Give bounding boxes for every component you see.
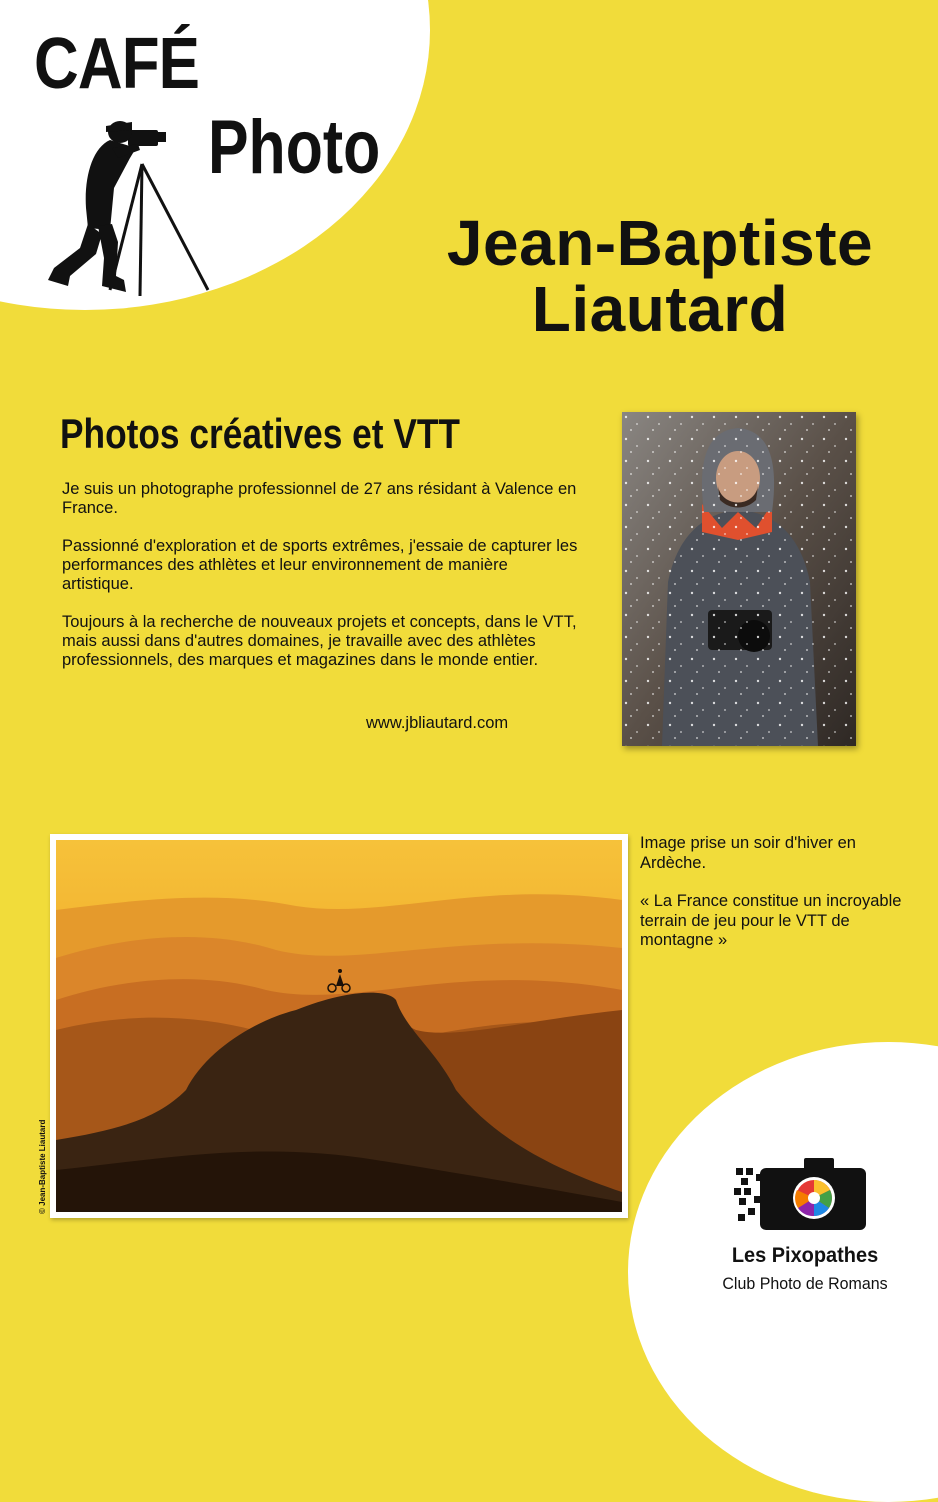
bio-paragraph-2: Passionné d'exploration et de sports extrêmes, j'essaie de capturer les performances des athlètes et leur environnement de manière artistique. xyxy=(62,537,578,593)
photographer-silhouette-icon xyxy=(40,118,215,298)
section-subtitle: Photos créatives et VTT xyxy=(60,410,460,457)
logo-cafe-text: CAFÉ xyxy=(34,24,200,104)
photo-caption xyxy=(640,834,920,970)
club-subtitle: Club Photo de Romans xyxy=(722,1274,888,1293)
photographer-name xyxy=(390,207,930,345)
photo-credit: © Jean-Baptiste Liautard xyxy=(38,1119,47,1214)
landscape-photo-frame xyxy=(50,834,628,1218)
club-name: Les Pixopathes xyxy=(731,1244,879,1267)
camera-aperture-icon xyxy=(734,1156,868,1232)
bio-paragraph-1: Je suis un photographe professionnel de 27 ans résidant à Valence en France. xyxy=(62,480,577,517)
name-first: Jean-Baptiste xyxy=(446,207,874,279)
caption-paragraph-1: Image prise un soir d'hiver en Ardèche. xyxy=(640,834,856,872)
portrait-photo xyxy=(622,412,856,746)
caption-quote: « La France constitue un incroyable terrain de jeu pour le VTT de montagne » xyxy=(640,892,902,949)
website-link[interactable]: www.jbliautard.com xyxy=(366,714,509,732)
bio-text xyxy=(62,480,582,689)
landscape-photo xyxy=(56,840,622,1212)
name-last: Liautard xyxy=(531,273,789,345)
bio-paragraph-3: Toujours à la recherche de nouveaux projets et concepts, dans le VTT, mais aussi dans d'autres domaines, je travaille avec des athlètes professionnels, des marques et magazines dans le monde entier. xyxy=(62,613,577,669)
bottom-right-white-shape xyxy=(628,1042,938,1502)
logo-photo-text: Photo xyxy=(208,105,381,190)
